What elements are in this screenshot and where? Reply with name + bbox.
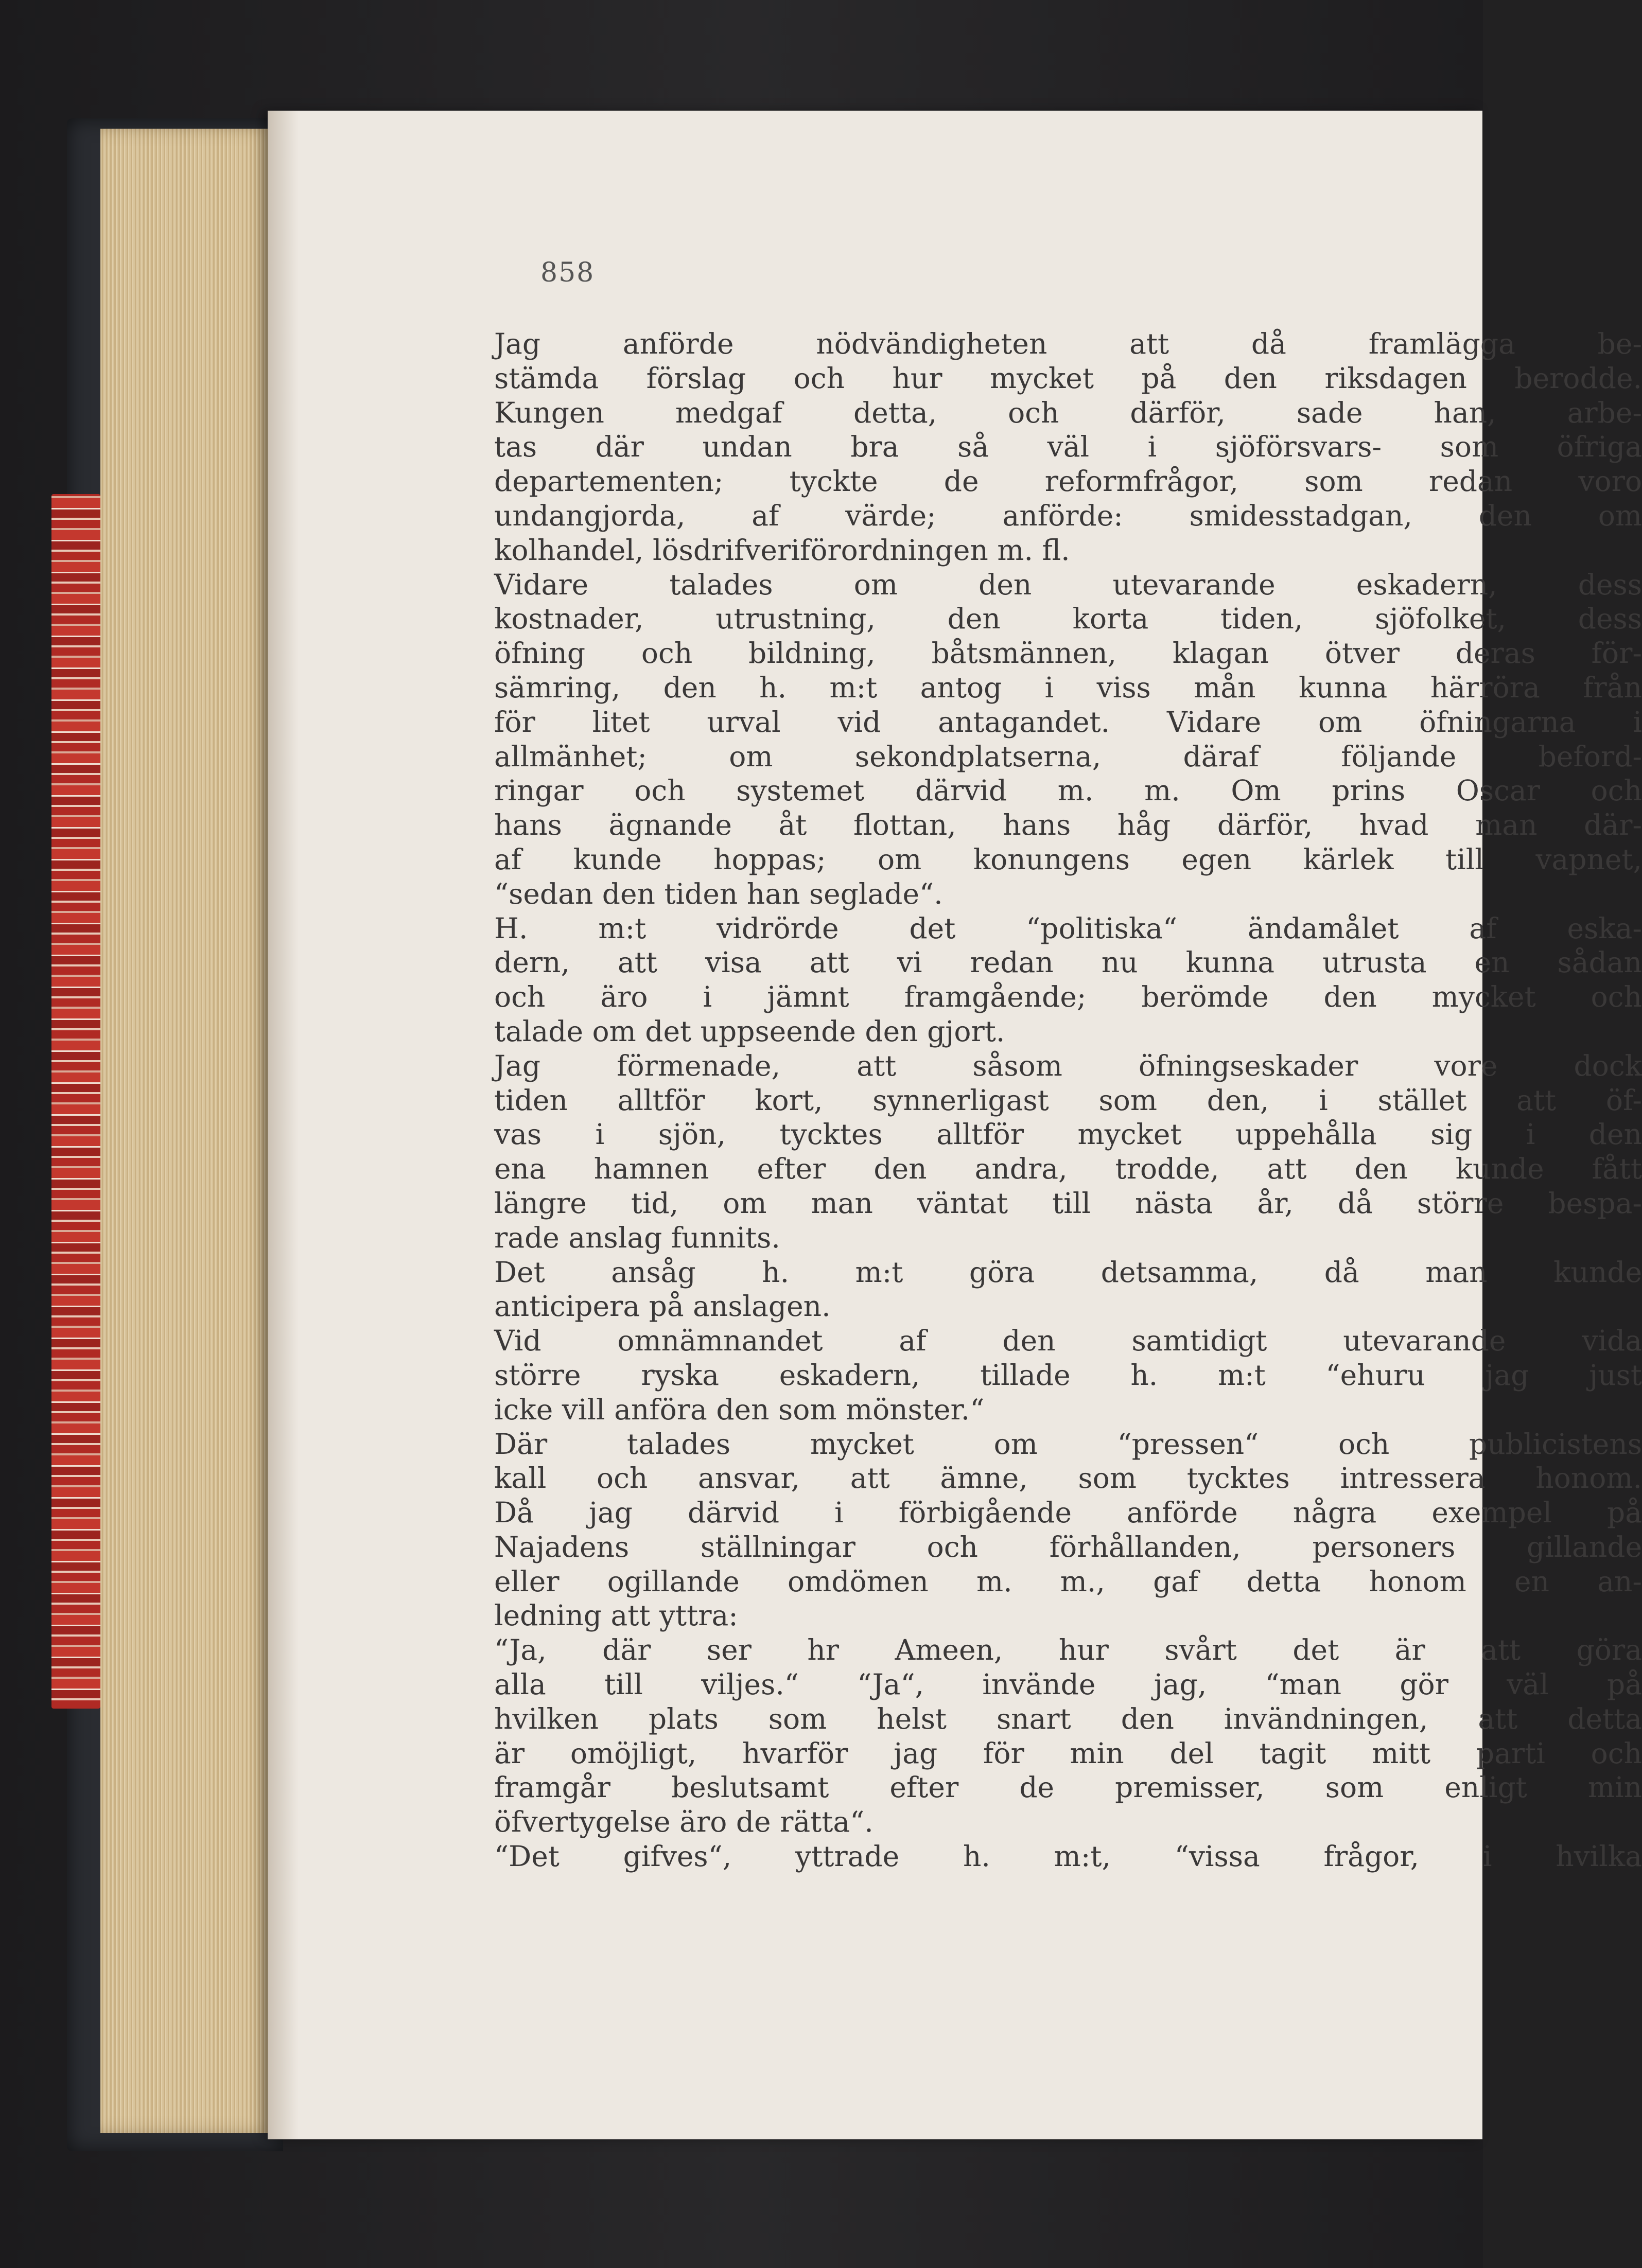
text-line: tiden alltför kort, synnerligast som den, i stället att öf- xyxy=(494,1083,1642,1117)
text-line: framgår beslutsamt efter de premisser, som enligt min xyxy=(494,1771,1642,1804)
text-line: rade anslag funnits. xyxy=(494,1221,780,1254)
text-line: större ryska eskadern, tillade h. m:t “ehuru jag just xyxy=(494,1358,1642,1392)
text-line: ena hamnen efter den andra, trodde, att den kunde fått xyxy=(494,1152,1642,1186)
text-line: “Ja, där ser hr Ameen, hur svårt det är att göra xyxy=(494,1633,1642,1667)
page-number: 858 xyxy=(540,257,595,288)
text-line: undangjorda, af värde; anförde: smidesstadgan, den om xyxy=(494,499,1642,532)
text-line: hvilken plats som helst snart den invändningen, att detta xyxy=(494,1702,1642,1735)
text-line: kall och ansvar, att ämne, som tycktes intressera honom. xyxy=(494,1462,1642,1495)
text-line: Kungen medgaf detta, och därför, sade han, arbe- xyxy=(494,396,1642,429)
text-line: talade om det uppseende den gjort. xyxy=(494,1014,1005,1048)
text-line: “Det gifves“, yttrade h. m:t, “vissa frågor, i hvilka xyxy=(494,1840,1642,1873)
text-line: tas där undan bra så väl i sjöförsvars- som öfriga xyxy=(494,430,1642,464)
text-line: Vid omnämnandet af den samtidigt utevarande vida xyxy=(494,1324,1642,1358)
text-line: hans ägnande åt flottan, hans håg därför, hvad man där- xyxy=(494,808,1642,842)
page-text xyxy=(494,327,1642,1874)
text-line: ringar och systemet därvid m. m. Om prins Oscar och xyxy=(494,774,1642,807)
text-line: vas i sjön, tycktes alltför mycket uppehålla sig i den xyxy=(494,1118,1642,1151)
text-line: är omöjligt, hvarför jag för min del tagit mitt parti och xyxy=(494,1736,1642,1770)
text-line: öfvertygelse äro de rätta“. xyxy=(494,1805,874,1839)
text-line: längre tid, om man väntat till nästa år, då större bespa- xyxy=(494,1186,1642,1220)
text-line: Jag förmenade, att såsom öfningseskader vore dock xyxy=(494,1049,1642,1082)
text-line: “sedan den tiden han seglade“. xyxy=(494,877,943,910)
text-line: kolhandel, lösdrifveriförordningen m. fl. xyxy=(494,533,1070,567)
text-line: Jag anförde nödvändigheten att då framlägga be- xyxy=(494,327,1642,360)
text-line: Då jag därvid i förbigående anförde några exempel på xyxy=(494,1496,1642,1529)
text-line: icke vill anföra den som mönster.“ xyxy=(494,1393,985,1426)
text-line: Där talades mycket om “pressen“ och publicistens xyxy=(494,1427,1642,1461)
text-line: H. m:t vidrörde det “politiska“ ändamålet af eska- xyxy=(494,911,1642,945)
text-line: alla till viljes.“ “Ja“, invände jag, “man gör väl på xyxy=(494,1668,1642,1701)
text-line: Najadens ställningar och förhållanden, personers gillande xyxy=(494,1530,1642,1563)
text-line: Det ansåg h. m:t göra detsamma, då man kunde xyxy=(494,1255,1642,1289)
text-line: ledning att yttra: xyxy=(494,1599,738,1632)
marbled-endpaper xyxy=(51,494,100,1709)
text-line: anticipera på anslagen. xyxy=(494,1290,831,1323)
book-page xyxy=(268,111,1642,2139)
text-line: Vidare talades om den utevarande eskadern, dess xyxy=(494,568,1642,601)
text-line: departementen; tyckte de reformfrågor, som redan voro xyxy=(494,465,1642,498)
text-line: kostnader, utrustning, den korta tiden, sjöfolket, dess xyxy=(494,602,1642,636)
text-line: och äro i jämnt framgående; berömde den mycket och xyxy=(494,980,1642,1014)
text-line: för litet urval vid antagandet. Vidare om öfningarna i xyxy=(494,705,1642,739)
text-line: sämring, den h. m:t antog i viss mån kunna härröra från xyxy=(494,671,1642,704)
page-edges xyxy=(100,129,275,2133)
text-line: eller ogillande omdömen m. m., gaf detta honom en an- xyxy=(494,1564,1642,1598)
text-line: stämda förslag och hur mycket på den riksdagen berodde. xyxy=(494,361,1642,395)
text-line: öfning och bildning, båtsmännen, klagan ötver deras för- xyxy=(494,637,1642,670)
text-line: allmänhet; om sekondplatserna, däraf följande beford- xyxy=(494,740,1642,773)
text-line: dern, att visa att vi redan nu kunna utrusta en sådan xyxy=(494,946,1642,979)
text-line: af kunde hoppas; om konungens egen kärlek till vapnet, xyxy=(494,842,1642,876)
